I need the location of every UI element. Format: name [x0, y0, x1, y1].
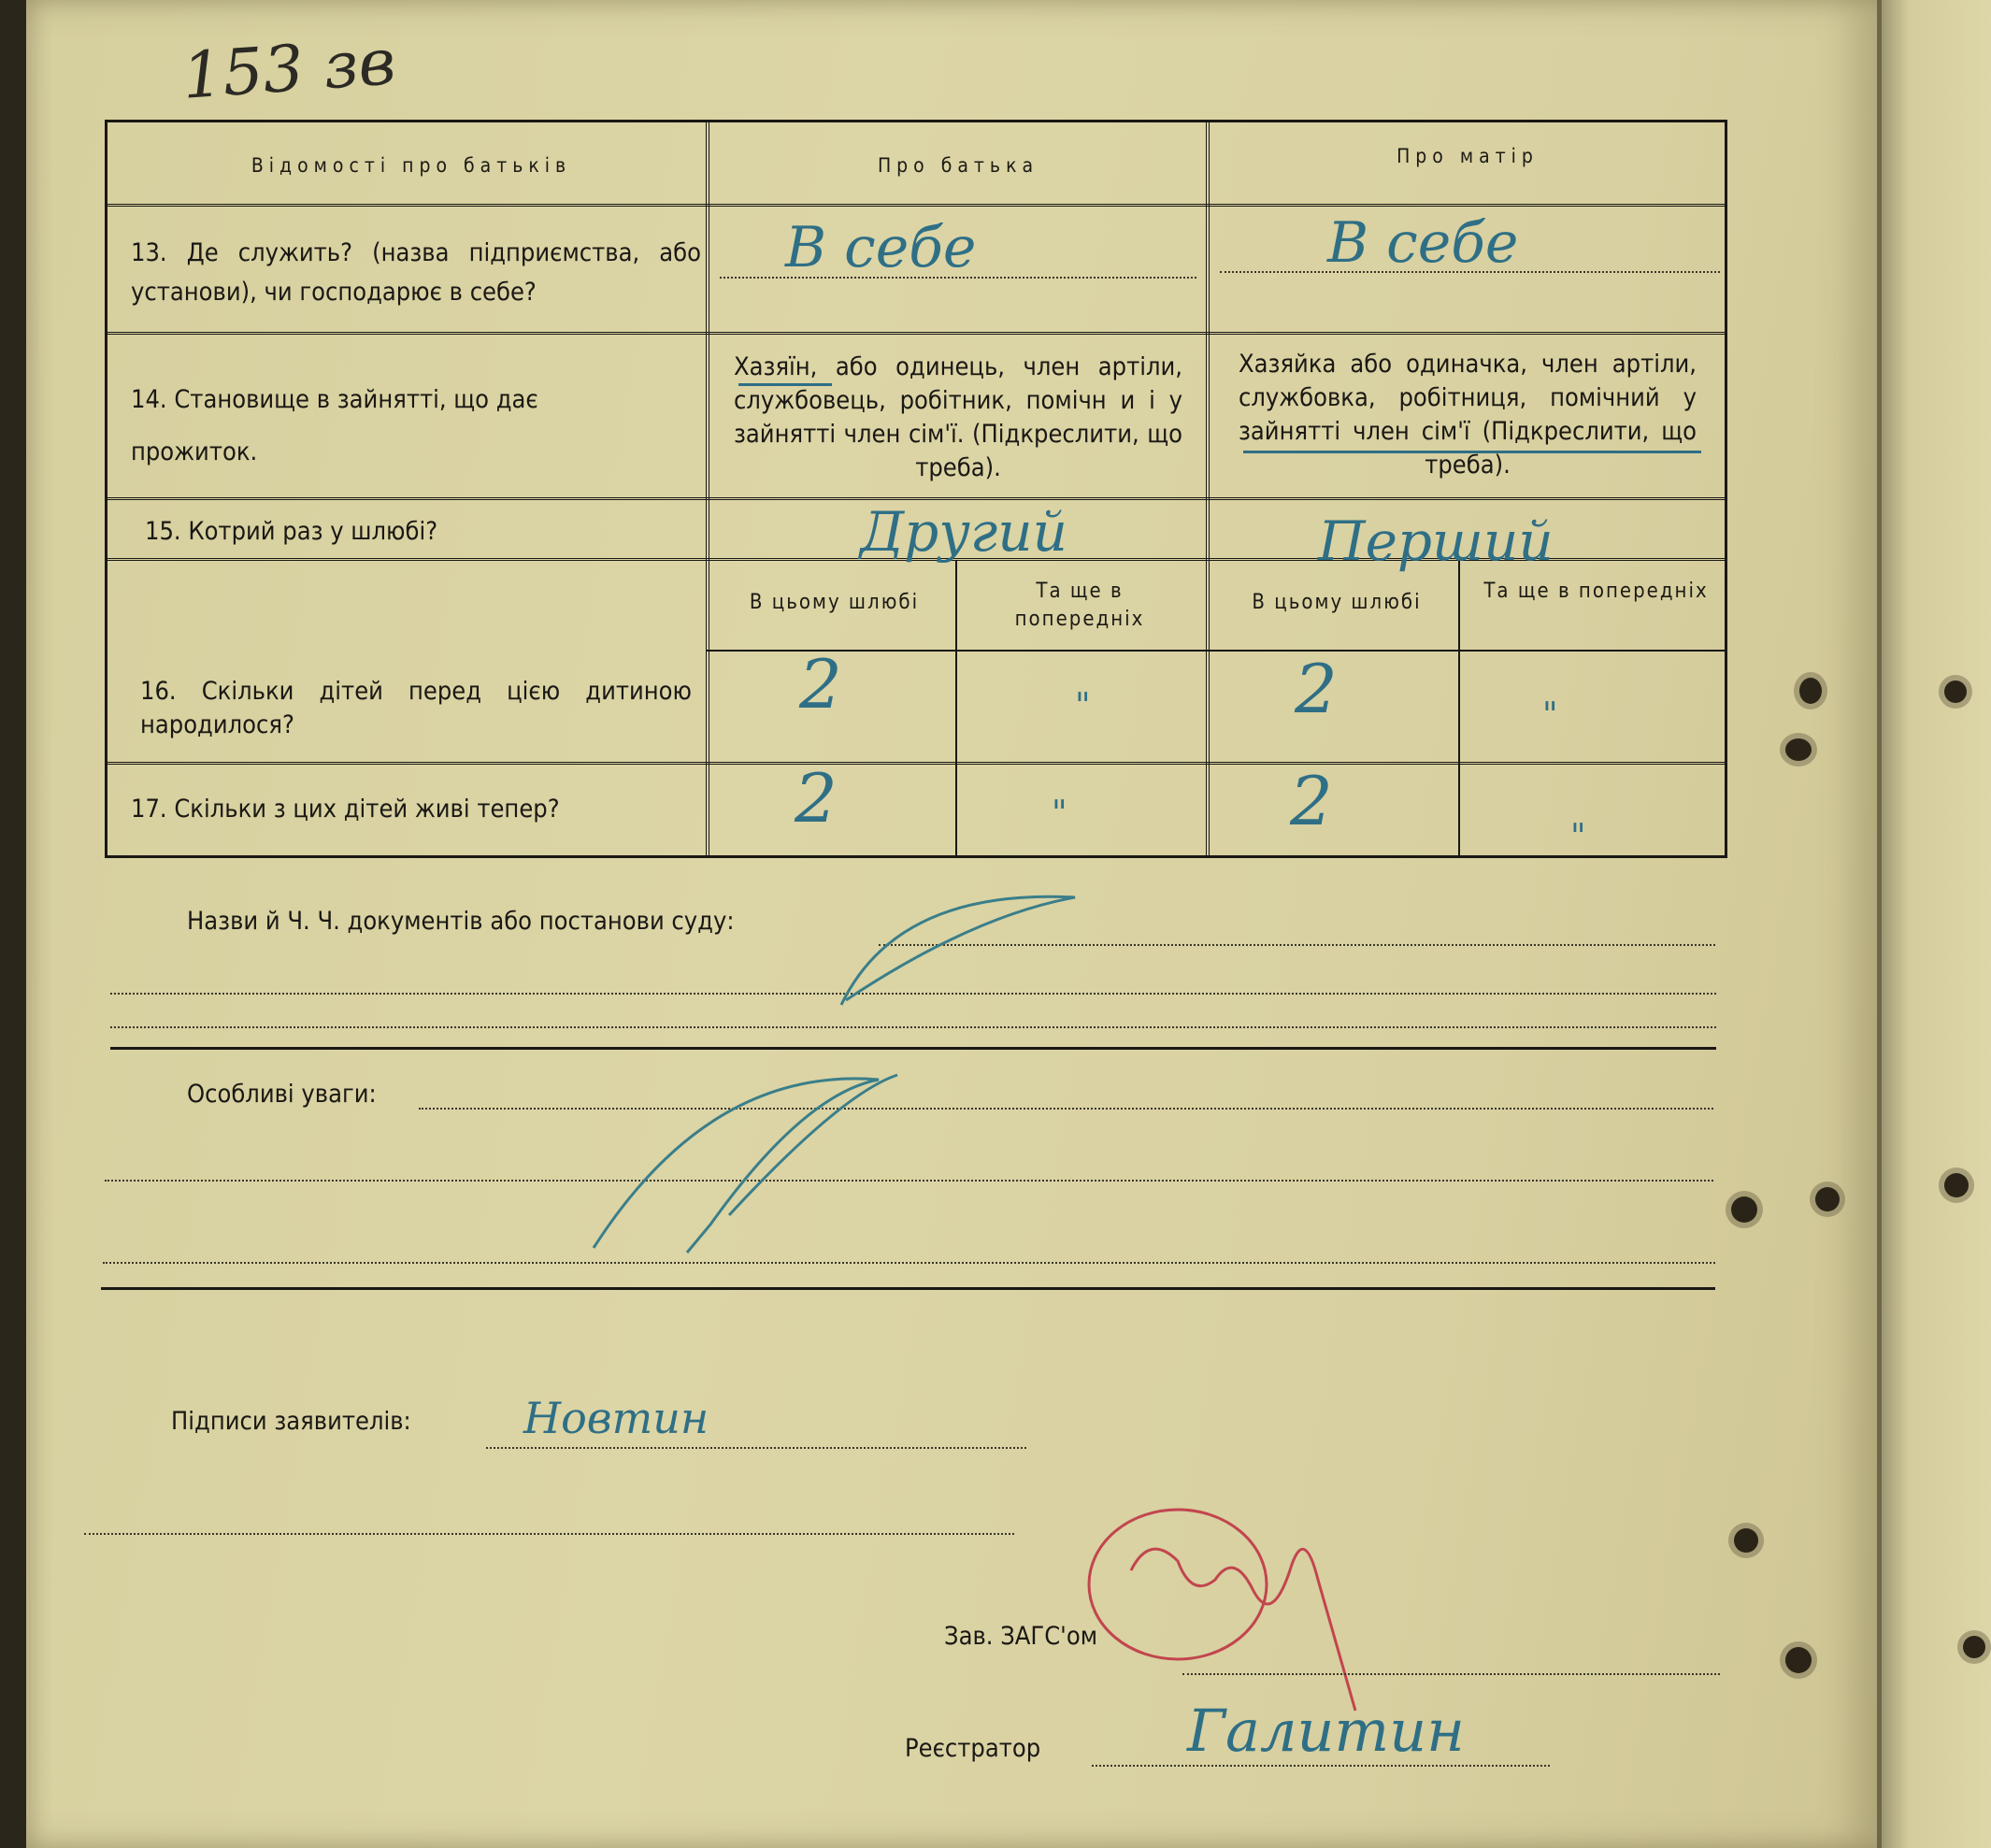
father-workplace: В себе [785, 215, 977, 280]
binding-hole [1815, 1187, 1840, 1211]
binding-hole [1785, 1647, 1812, 1673]
table-rule [105, 762, 1727, 765]
strike-line [594, 1079, 879, 1253]
registrar-signature: Галитин [1187, 1697, 1465, 1765]
subheader-father-prev: Та ще в попередніх [1014, 580, 1145, 631]
signatures-label: Підписи заявителів: [171, 1407, 411, 1436]
father-marriage-count: Другий [860, 500, 1067, 564]
table-column-rule [955, 561, 957, 858]
subheader-mother-this: В цьому шлюбі [1252, 591, 1422, 614]
head-of-registry-label: Зав. ЗАГС'ом [944, 1622, 1098, 1651]
strike-marks [561, 879, 1122, 1271]
mother-children-prev: " [1542, 696, 1558, 735]
father-children-alive-prev: " [1052, 795, 1067, 833]
registrar-label: Реєстратор [905, 1734, 1041, 1763]
header-mother: Про матір [1397, 145, 1539, 167]
father-children-alive-this: 2 [795, 759, 838, 838]
table-column-rule [1458, 561, 1460, 858]
head-signature-line [1182, 1673, 1720, 1675]
subheader-mother-prev: Та ще в попередніх [1483, 580, 1709, 603]
head-red-signature [1075, 1496, 1449, 1720]
binding-hole [1785, 738, 1812, 761]
strike-line [841, 896, 1075, 1005]
header-parents-info: Відомості про батьків [251, 154, 572, 177]
binding-hole [1731, 1196, 1757, 1223]
strike-line [729, 1075, 897, 1215]
registrar-signature-line [1092, 1765, 1550, 1767]
signature-stroke [1131, 1549, 1355, 1711]
question-17: 17. Скільки з цих дітей живі тепер? [131, 795, 560, 824]
father-children-prev: " [1075, 687, 1091, 725]
handwritten-underline [1243, 451, 1701, 453]
handwritten-underline [738, 383, 832, 386]
subheader-father-this: В цьому шлюбі [749, 591, 920, 614]
table-column-rule [706, 120, 709, 858]
table-rule [706, 650, 1727, 652]
signature-stroke [1089, 1510, 1267, 1659]
binding-hole [1944, 1173, 1969, 1197]
question-13: 13. Де служить? (назва підприємства, або установи), чи господарює в себе? [131, 238, 701, 307]
mother-marriage-count: Перший [1318, 509, 1554, 573]
mother-children-this: 2 [1295, 650, 1338, 728]
binding-hole [1963, 1636, 1985, 1658]
applicant-signature: Новтин [523, 1393, 709, 1443]
question-15: 15. Котрий раз у шлюбі? [145, 517, 438, 546]
table-rule [105, 332, 1727, 335]
binding-hole [1734, 1528, 1758, 1553]
documents-label: Назви й Ч. Ч. документів або постанови суду: [187, 907, 735, 936]
signature-line [84, 1533, 1014, 1535]
remarks-label: Особливі уваги: [187, 1080, 377, 1109]
question-14: 14. Становище в зайнятті, що дає прожиток. [131, 385, 538, 466]
mother-workplace: В себе [1327, 210, 1519, 276]
archive-number: 153 зв [179, 25, 398, 114]
section-divider [101, 1287, 1715, 1290]
table-rule [105, 204, 1727, 207]
adjacent-page [1882, 0, 1991, 1848]
father-children-this: 2 [799, 645, 842, 723]
mother-children-alive-prev: " [1570, 818, 1586, 856]
table-column-rule [1206, 120, 1210, 858]
signature-line [486, 1447, 1026, 1449]
mother-occupation-options: Хазяйка або одиначка, член артіли, службовка, робітниця, помічний у зайнятті член сім'ї (Підкреслити, що треба). [1239, 350, 1697, 480]
question-16: 16. Скільки дітей перед цією дитиною народилося? [140, 677, 692, 739]
mother-children-alive-this: 2 [1290, 762, 1333, 840]
binding-hole [1944, 680, 1967, 703]
header-father: Про батька [877, 154, 1039, 177]
father-occupation-options: Хазяїн, або одинець, член артіли, службовець, робітник, помічн и і у зайнятті член сім'ї. (Підкреслити, що треба). [734, 352, 1182, 482]
binding-hole [1799, 678, 1822, 704]
